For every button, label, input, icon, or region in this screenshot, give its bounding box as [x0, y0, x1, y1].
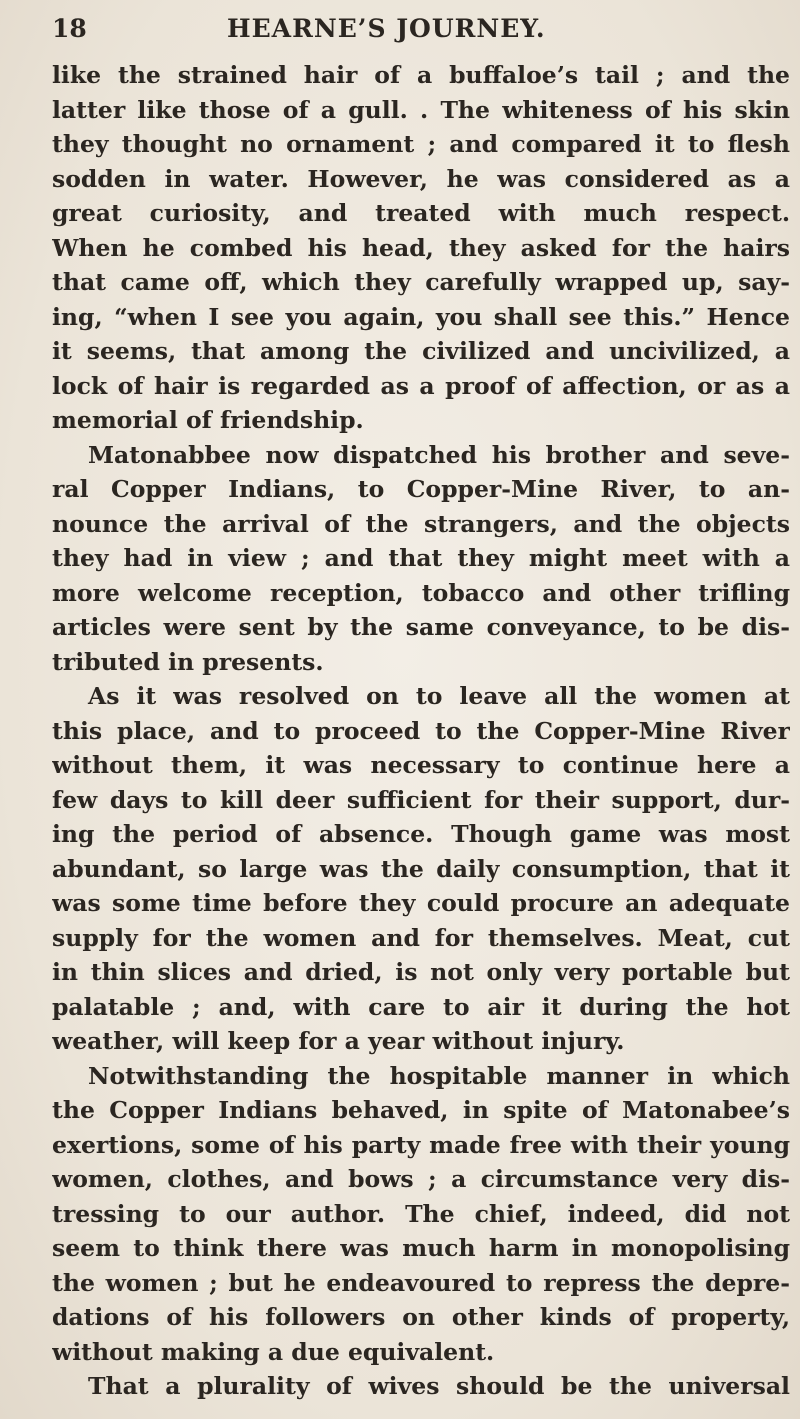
- text-line: the Copper Indians behaved, in spite of Matonabee’s: [52, 1096, 790, 1124]
- text-line: That a plurality of wives should be the universal: [88, 1372, 790, 1400]
- page-header: [52, 14, 790, 58]
- text-line: ral Copper Indians, to Copper-Mine River, to an-: [52, 475, 790, 503]
- text-line: abundant, so large was the daily consumption, that it: [52, 854, 790, 883]
- text-line: women, clothes, and bows ; a circumstance very dis-: [52, 1165, 790, 1193]
- text-line: lock of hair is regarded as a proof of affection, or as a: [52, 371, 790, 400]
- text-line: Notwithstanding the hospitable manner in which: [88, 1061, 790, 1090]
- text-line: Matonabbee now dispatched his brother and seve-: [88, 440, 790, 469]
- body-text: [52, 58, 790, 1404]
- text-line: latter like those of a gull. . The whiteness of his skin: [52, 95, 790, 124]
- text-line: articles were sent by the same conveyance, to be dis-: [52, 613, 790, 641]
- text-line: weather, will keep for a year without injury.: [52, 1027, 625, 1055]
- text-line: they had in view ; and that they might meet with a: [52, 544, 790, 572]
- text-line: like the strained hair of a buffaloe’s tail ; and the: [52, 61, 790, 89]
- text-line: tressing to our author. The chief, indeed, did not: [52, 1199, 790, 1228]
- text-line: without making a due equivalent.: [52, 1337, 495, 1366]
- text-line: few days to kill deer sufficient for their support, dur-: [52, 785, 790, 814]
- running-head: HEARNE’S JOURNEY.: [227, 14, 546, 43]
- text-line: ing the period of absence. Though game was most: [52, 820, 790, 848]
- text-line: As it was resolved on to leave all the women at: [88, 682, 790, 710]
- text-line: ing, “when I see you again, you shall see this.” Hence: [52, 302, 790, 331]
- text-line: more welcome reception, tobacco and other trifling: [52, 578, 790, 607]
- text-line: seem to think there was much harm in monopolising: [52, 1234, 790, 1262]
- text-line: this place, and to proceed to the Copper-Mine River: [52, 716, 790, 745]
- text-line: was some time before they could procure an adequate: [52, 889, 790, 917]
- text-line: exertions, some of his party made free with their young: [52, 1130, 790, 1159]
- page-number: 18: [52, 14, 87, 43]
- text-line: sodden in water. However, he was considered as a: [52, 164, 790, 193]
- text-line: it seems, that among the civilized and uncivilized, a: [52, 337, 790, 365]
- text-line: palatable ; and, with care to air it during the hot: [52, 992, 790, 1021]
- text-line: When he combed his head, they asked for the hairs: [52, 233, 790, 262]
- text-line: dations of his followers on other kinds of property,: [52, 1303, 790, 1331]
- text-line: without them, it was necessary to continue here a: [52, 751, 790, 779]
- text-line: memorial of friendship.: [52, 406, 364, 434]
- text-line: that came off, which they carefully wrapped up, say-: [52, 268, 790, 296]
- text-line: the women ; but he endeavoured to repress the depre-: [52, 1268, 790, 1297]
- text-line: great curiosity, and treated with much respect.: [52, 199, 790, 227]
- text-line: in thin slices and dried, is not only very portable but: [52, 958, 790, 986]
- text-line: they thought no ornament ; and compared it to flesh: [52, 130, 790, 158]
- text-line: supply for the women and for themselves. Meat, cut: [52, 923, 790, 952]
- text-line: nounce the arrival of the strangers, and the objects: [52, 509, 790, 538]
- text-line: tributed in presents.: [52, 647, 324, 676]
